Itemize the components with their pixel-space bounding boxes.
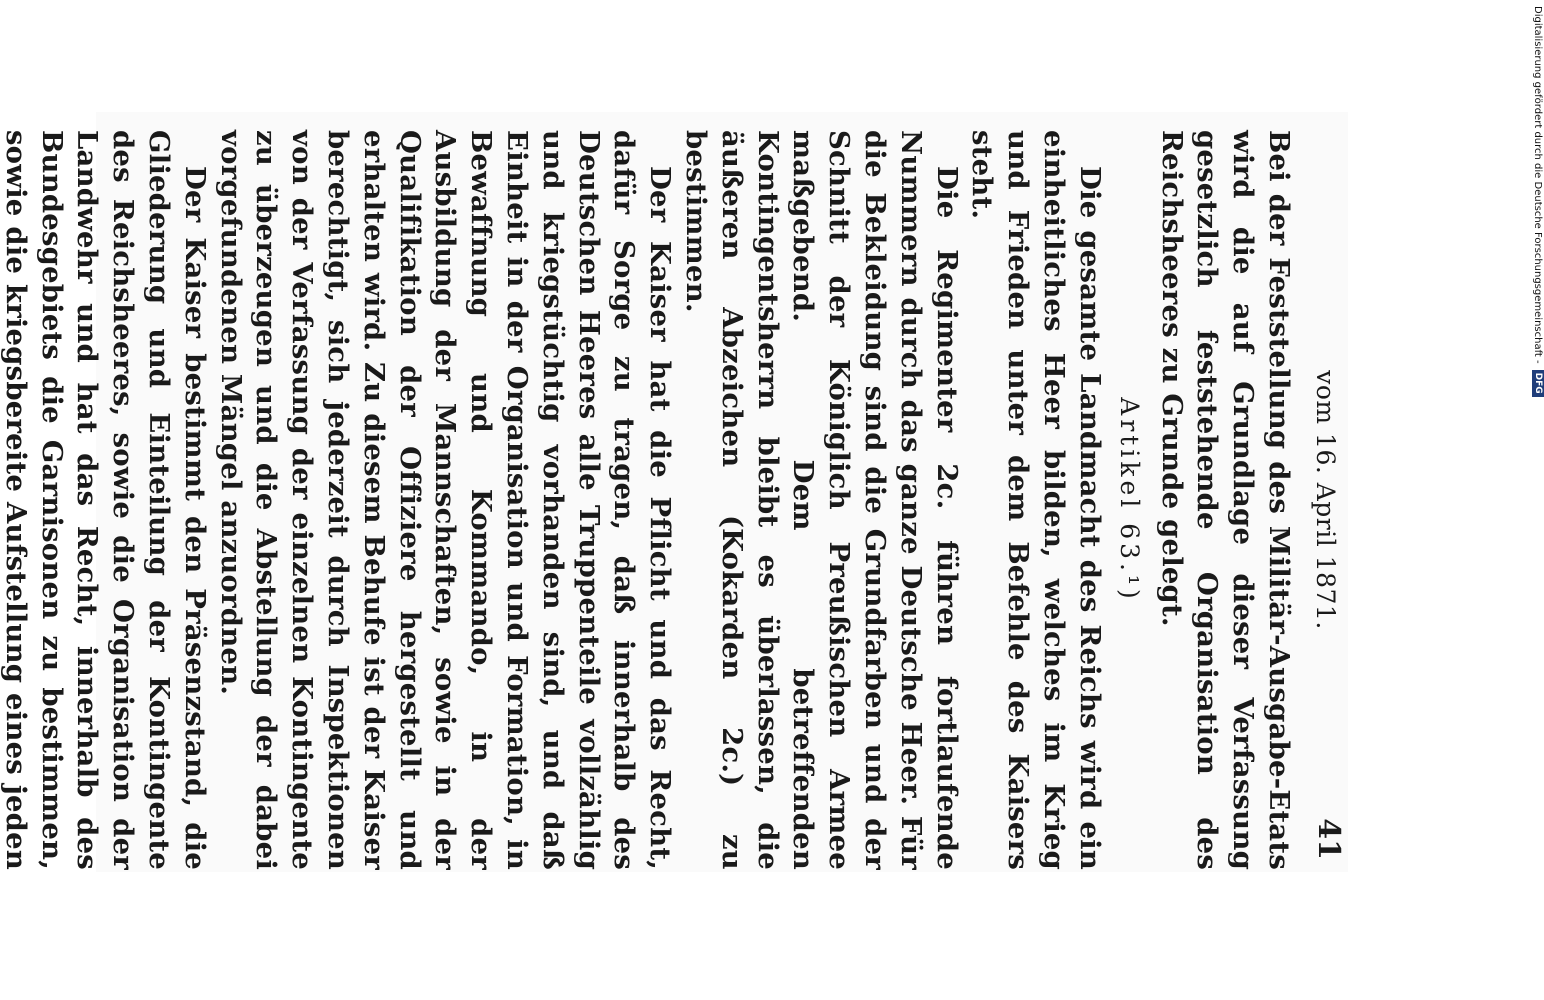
page-number: 41 (1311, 818, 1346, 860)
paragraph-land-forces: Die gesamte Landmacht des Reichs wird ein einheitliches Heer bilden, welches im Krieg und Frieden unter dem Befehle des Kaisers steht. (966, 130, 1106, 870)
attribution-text: Digitalisierung gefördert durch die Deutsche Forschungsgemeinschaft - (1532, 6, 1544, 364)
paragraph-emperor-powers: Der Kaiser bestimmt den Präsenzstand, die Gliederung und Einteilung der Kontingente des Reichsheeres, sowie die Organisation der Landwehr und hat das Recht, innerhalb des Bundesgebiets die Garnisonen zu bestimmen, sowie die kriegsbereite Aufstellung eines jeden (0, 130, 211, 870)
body-text (0, 130, 1296, 870)
paragraph-regiments: Die Regimenter 2c. führen fortlaufende Nummern durch das ganze Deutsche Heer. Für die Bekleidung sind die Grundfarben und der Schnitt der Königlich Preußischen Armee maßgebend. Dem betreffenden Kontingentsherrn bleibt es überlassen, die äußeren Abzeichen (Kokarden 2c.) zu bestimmen. (680, 130, 963, 870)
rotated-document-page (0, 130, 1346, 870)
dfg-logo: DFG (1532, 370, 1544, 397)
funding-attribution (1532, 6, 1544, 397)
page-header (1296, 130, 1346, 870)
running-head: vom 16. April 1871. (1311, 370, 1340, 630)
paragraph-military-budget: Bei der Feststellung des Militär-Ausgabe-Etats wird die auf Grundlage dieser Verfassung gesetzlich feststehende Organisation des Reichsheeres zu Grunde gelegt. (1155, 130, 1295, 870)
article-heading: Artikel 63.¹) (1114, 397, 1144, 603)
paragraph-emperor-duty: Der Kaiser hat die Pflicht und das Recht, dafür Sorge zu tragen, daß innerhalb des Deutschen Heeres alle Truppenteile vollzählig und kriegstüchtig vorhanden sind, und daß Einheit in der Organisation und Formation, in Bewaffnung und Kommando, in der Ausbildung der Mannschaften, sowie in der Qualifikation der Offiziere hergestellt und erhalten wird. Zu diesem Behufe ist der Kaiser berechtigt, sich jederzeit durch Inspektionen von der Verfassung der einzelnen Kontingente zu überzeugen und die Abstellung der dabei vorgefundenen Mängel anzuordnen. (214, 130, 677, 870)
